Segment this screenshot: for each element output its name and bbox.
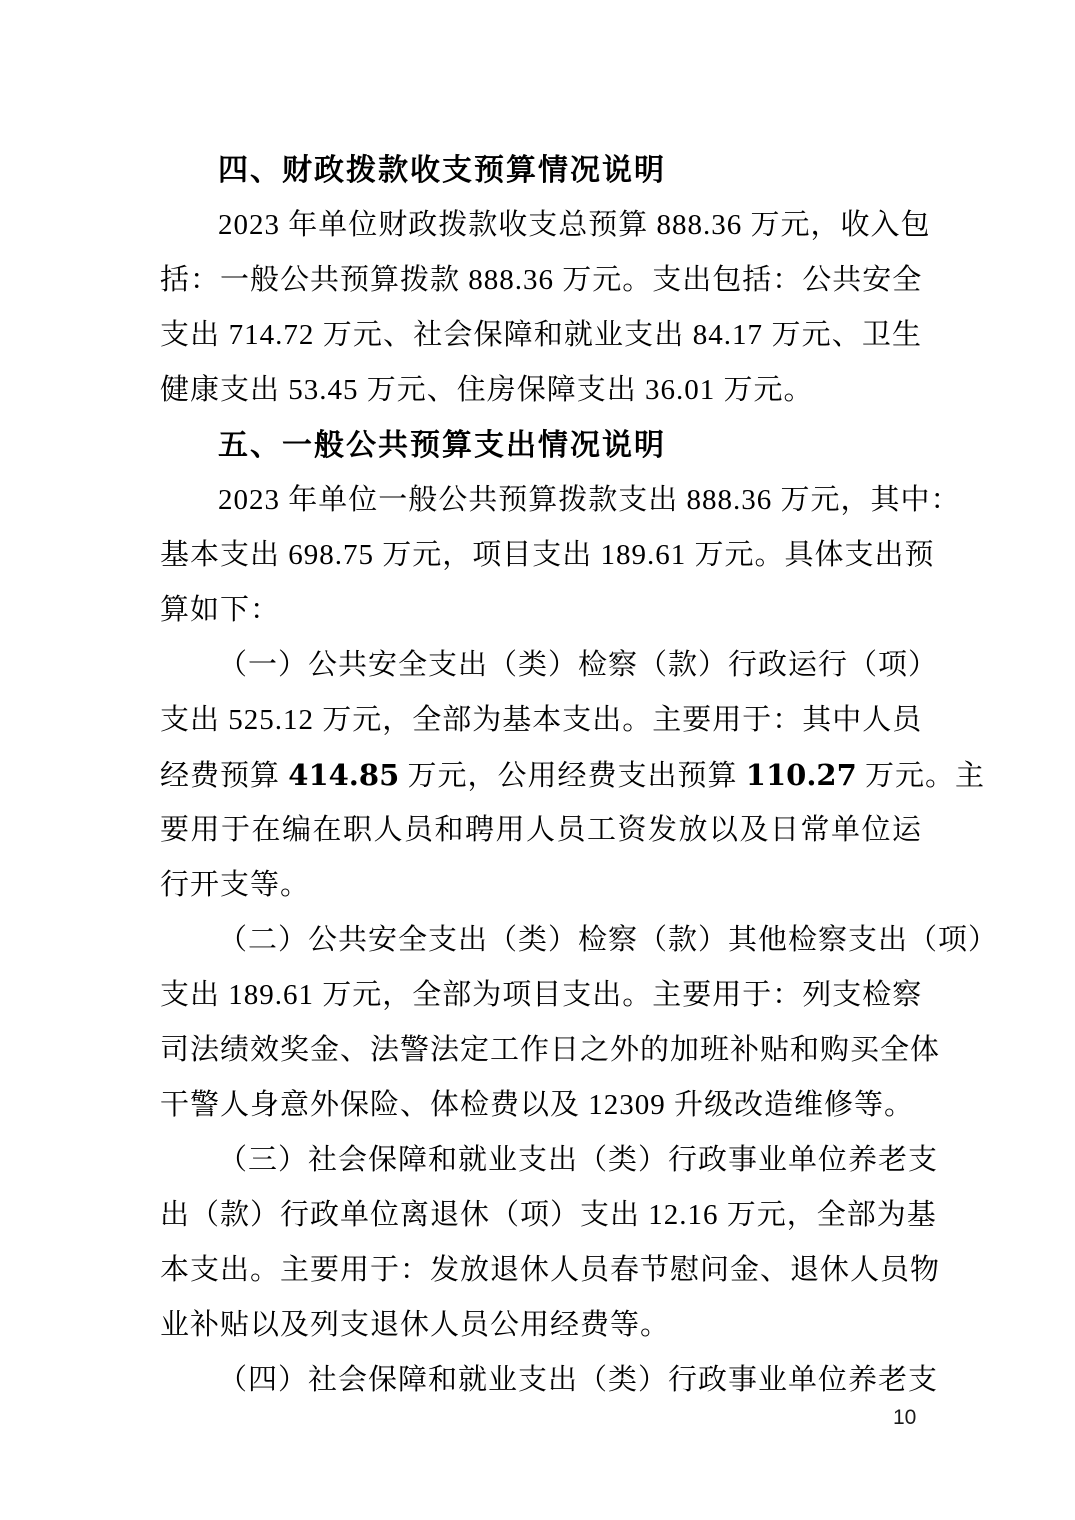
text-line [160, 748, 986, 803]
text-run: 本支出。主要用于：发放退休人员春节慰问金、退休人员物 [160, 1254, 941, 1286]
text-run: 支出 189.61 万元，全部为项目支出。主要用于：列支检察 [160, 979, 923, 1011]
text-run: 司法绩效奖金、法警法定工作日之外的加班补贴和购买全体 [160, 1034, 941, 1066]
text-line [160, 1353, 939, 1408]
text-run: 支出 525.12 万元，全部为基本支出。主要用于：其中人员 [160, 704, 923, 736]
text-run: 行开支等。 [160, 869, 311, 901]
page-number: 10 [893, 1406, 917, 1429]
text-line [160, 803, 922, 858]
text-line [160, 1298, 922, 1353]
text-run: （四）社会保障和就业支出（类）行政事业单位养老支 [218, 1364, 939, 1396]
text-run: 干警人身意外保险、体检费以及 12309 升级改造维修等。 [160, 1089, 915, 1121]
text-run: （二）公共安全支出（类）检察（款）其他检察支出（项） [218, 924, 999, 956]
text-line [160, 308, 922, 363]
text-run: 2023 年单位一般公共预算拨款支出 888.36 万元，其中： [218, 484, 961, 516]
text-line [160, 1023, 941, 1078]
text-run: 括：一般公共预算拨款 888.36 万元。支出包括：公共安全 [160, 264, 923, 296]
text-run: 出（款）行政单位离退休（项）支出 12.16 万元，全部为基 [160, 1199, 937, 1231]
text-line [160, 1133, 939, 1188]
text-run: 业补贴以及列支退休人员公用经费等。 [160, 1309, 671, 1341]
text-line [160, 1243, 941, 1298]
document-content [160, 143, 999, 1408]
text-line [160, 198, 931, 253]
text-run: 五、一般公共预算支出情况说明 [218, 429, 666, 462]
text-line [160, 1078, 922, 1133]
emphasized-number: 414.85 [288, 758, 400, 792]
text-line [160, 858, 922, 913]
text-run: 四、财政拨款收支预算情况说明 [218, 154, 666, 187]
text-run: （三）社会保障和就业支出（类）行政事业单位养老支 [218, 1144, 939, 1176]
text-run: 支出 714.72 万元、社会保障和就业支出 84.17 万元、卫生 [160, 319, 922, 351]
emphasized-number: 110.27 [745, 758, 857, 792]
text-line [160, 583, 922, 638]
text-run: 算如下： [160, 594, 281, 626]
section-heading [160, 418, 922, 473]
text-line [160, 528, 935, 583]
text-line [160, 1188, 937, 1243]
text-run: 要用于在编在职人员和聘用人员工资发放以及日常单位运 [160, 814, 922, 846]
text-line [160, 473, 961, 528]
text-run: （一）公共安全支出（类）检察（款）行政运行（项） [218, 649, 939, 681]
text-line [160, 913, 999, 968]
text-run: 基本支出 698.75 万元，项目支出 189.61 万元。具体支出预 [160, 539, 935, 571]
text-run: 经费预算 [160, 760, 289, 792]
text-line [160, 253, 922, 308]
text-run: 万元，公用经费支出预算 [399, 760, 746, 792]
text-line [160, 363, 922, 418]
text-line [160, 693, 922, 748]
text-run: 2023 年单位财政拨款收支总预算 888.36 万元，收入包 [218, 209, 931, 241]
text-line [160, 638, 939, 693]
text-run: 健康支出 53.45 万元、住房保障支出 36.01 万元。 [160, 374, 814, 406]
text-line [160, 968, 922, 1023]
text-run: 万元。主 [856, 760, 986, 792]
section-heading [160, 143, 922, 198]
